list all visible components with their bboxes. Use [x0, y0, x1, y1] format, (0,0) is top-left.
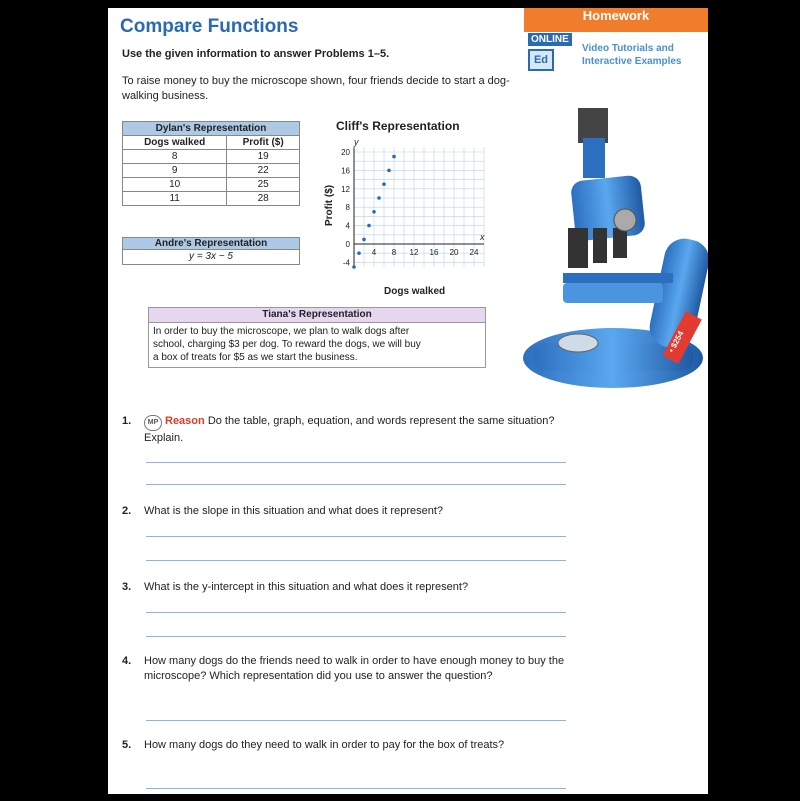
table-row	[123, 150, 300, 164]
tiana-box	[148, 307, 486, 368]
answer-line[interactable]	[146, 788, 566, 789]
andre-equation: y = 3x − 5	[122, 250, 300, 265]
andre-box	[122, 237, 300, 265]
tiana-line: school, charging $3 per dog. To reward the dogs, we will buy	[153, 339, 421, 350]
question-3	[122, 580, 592, 595]
table-cell: 10	[123, 178, 227, 192]
data-point	[377, 196, 381, 200]
cliff-ticks	[341, 148, 479, 267]
dylan-caption: Dylan's Representation	[123, 122, 300, 136]
page-title: Compare Functions	[120, 16, 299, 37]
data-point	[387, 169, 391, 173]
table-row	[123, 164, 300, 178]
data-point	[362, 238, 366, 242]
x-tick-label: 16	[429, 248, 439, 257]
video-line-2: Interactive Examples	[582, 56, 682, 67]
question-text: What is the slope in this situation and what does it represent?	[144, 505, 444, 517]
y-tick-label: 20	[341, 148, 350, 157]
question-5	[122, 738, 592, 753]
answer-line[interactable]	[146, 462, 566, 463]
table-cell: 11	[123, 192, 227, 206]
question-text: Do the table, graph, equation, and words represent the same situation? Explain.	[144, 415, 555, 444]
cliff-graph	[308, 116, 508, 296]
ed-logo-icon: Ed	[528, 49, 554, 71]
cliff-ylabel: Profit ($)	[324, 184, 335, 226]
cliff-caption: Cliff's Representation	[336, 119, 460, 133]
answer-line[interactable]	[146, 536, 566, 537]
table-cell: 19	[227, 150, 300, 164]
video-line-1: Video Tutorials and	[582, 43, 674, 54]
question-text: How many dogs do the friends need to walk in order to have enough money to buy the microscope? Which representation did you use to answer the question?	[144, 655, 565, 682]
x-tick-label: 8	[391, 248, 397, 257]
tiana-line: a box of treats for $5 as we start the business.	[153, 352, 358, 363]
tiana-caption: Tiana's Representation	[148, 307, 486, 323]
table-cell: 8	[123, 150, 227, 164]
x-tick-label: 4	[371, 248, 377, 257]
question-4	[122, 654, 592, 684]
data-point	[357, 251, 361, 255]
table-cell: 25	[227, 178, 300, 192]
data-point	[352, 265, 356, 269]
tiana-body	[148, 323, 486, 368]
video-tutorials-link[interactable]	[582, 42, 682, 68]
question-number: 1.	[122, 415, 132, 427]
y-tick-label: 12	[341, 184, 350, 194]
y-tick-label: -4	[342, 258, 350, 268]
data-point	[367, 224, 371, 228]
tiana-line: In order to buy the microscope, we plan to walk dogs after	[153, 326, 410, 337]
dylan-col-profit: Profit ($)	[227, 136, 300, 150]
question-number: 4.	[122, 655, 132, 667]
andre-caption: Andre's Representation	[122, 237, 300, 250]
x-tick-label: 20	[449, 248, 459, 257]
homework-banner: Homework	[524, 8, 708, 32]
answer-line[interactable]	[146, 636, 566, 637]
y-axis-letter: y	[354, 137, 359, 147]
instructions: Use the given information to answer Problems 1–5.	[122, 48, 390, 60]
mp-badge-icon: MP	[144, 415, 162, 431]
y-tick-label: 16	[341, 166, 350, 176]
price-tag: • $254	[666, 329, 686, 354]
table-row	[123, 192, 300, 206]
data-point	[372, 210, 376, 214]
cliff-xlabel: Dogs walked	[384, 286, 446, 296]
answer-line[interactable]	[146, 484, 566, 485]
table-cell: 22	[227, 164, 300, 178]
microscope-image	[513, 88, 708, 400]
answer-line[interactable]	[146, 612, 566, 613]
question-text: What is the y-intercept in this situation and what does it represent?	[144, 581, 469, 593]
question-1	[122, 414, 592, 446]
dylan-col-dogs: Dogs walked	[123, 136, 227, 150]
question-text: How many dogs do they need to walk in order to pay for the box of treats?	[144, 739, 505, 751]
x-tick-label: 24	[469, 248, 479, 257]
x-tick-label: 12	[409, 248, 419, 257]
question-2	[122, 504, 592, 519]
dylan-table	[122, 121, 300, 206]
question-number: 2.	[122, 505, 132, 517]
data-point	[392, 155, 396, 159]
answer-line[interactable]	[146, 720, 566, 721]
reason-label: Reason	[165, 415, 205, 427]
x-axis-letter: x	[480, 232, 485, 242]
table-cell: 9	[123, 164, 227, 178]
online-label: ONLINE	[528, 33, 572, 46]
answer-line[interactable]	[146, 560, 566, 561]
intro-text: To raise money to buy the microscope shown, four friends decide to start a dog-walking business.	[122, 75, 510, 102]
data-point	[382, 182, 386, 186]
table-cell: 28	[227, 192, 300, 206]
y-tick-label: 4	[345, 221, 350, 231]
question-number: 3.	[122, 581, 132, 593]
question-number: 5.	[122, 739, 132, 751]
y-tick-label: 0	[345, 240, 350, 249]
y-tick-label: 8	[345, 203, 350, 213]
table-row	[123, 178, 300, 192]
worksheet-page	[108, 8, 708, 794]
